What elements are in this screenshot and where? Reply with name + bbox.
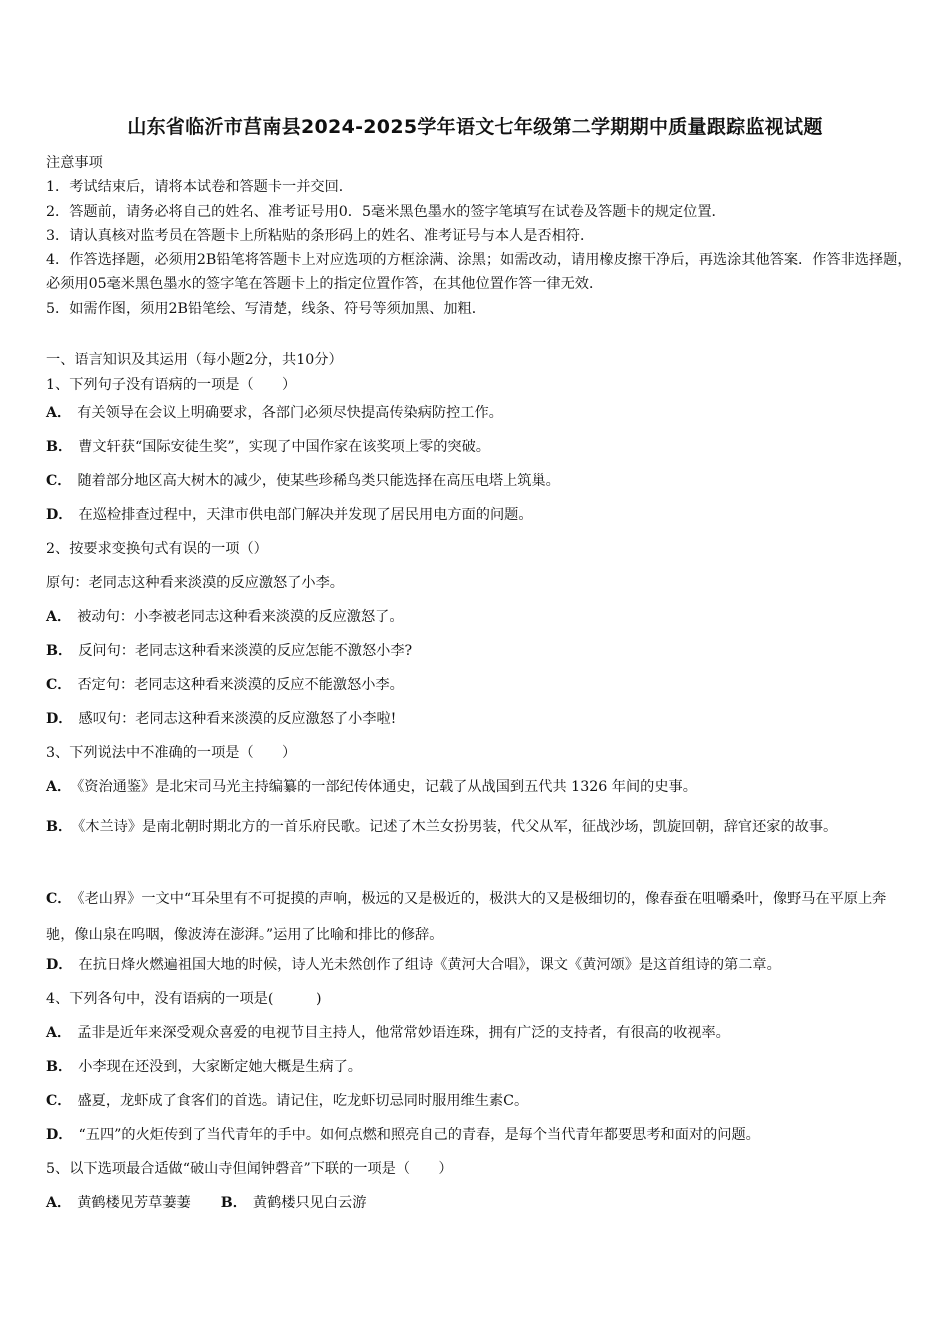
option-item — [46, 953, 912, 987]
option-text: 有关领导在会议上明确要求，各部门必须尽快提高传染病防控工作。 — [77, 405, 503, 421]
option-text: 盛夏，龙虾成了食客们的首选。请记住，吃龙虾切忌同时服用维生素C。 — [77, 1093, 529, 1109]
option-label: A． — [46, 1195, 72, 1211]
option-item — [46, 1021, 912, 1055]
option-item — [46, 775, 912, 809]
notice-item: 4．作答选择题，必须用2B铅笔将答题卡上对应选项的方框涂满、涂黑；如需改动，请用橡皮擦干净后，再选涂其他答案．作答非选择题，必须用05毫米黑色墨水的签字笔在答题卡上的指定位置作答，在其他位置作答一律无效． — [46, 252, 912, 293]
option-label: D． — [46, 711, 73, 727]
question-stem: 5、以下选项最合适做“破山寺但闻钟磬音”下联的一项是（ ） — [46, 1161, 453, 1177]
option-label: B． — [46, 819, 73, 835]
option-text: 被动句：小李被老同志这种看来淡漠的反应激怒了。 — [77, 609, 404, 625]
option-text: 《资治通鉴》是北宋司马光主持编纂的一部纪传体通史，记载了从战国到五代共 1326 年间的史事。 — [77, 779, 697, 795]
option-label: C． — [46, 1093, 72, 1109]
notice-item: 3．请认真核对监考员在答题卡上所粘贴的条形码上的姓名、准考证号与本人是否相符． — [46, 227, 595, 244]
option-label: D． — [46, 507, 73, 523]
option-label: B． — [46, 439, 73, 455]
option-item — [46, 639, 912, 673]
question-stem: 4、下列各句中，没有语病的一项是( ) — [46, 991, 322, 1007]
notice-section — [46, 151, 912, 321]
notice-item: 2．答题前，请务必将自己的姓名、准考证号用0．5毫米黑色墨水的签字笔填写在试卷及答题卡的规定位置． — [46, 203, 726, 220]
option-text: 在抗日烽火燃遍祖国大地的时候，诗人光未然创作了组诗《黄河大合唱》，课文《黄河颂》是这首组诗的第二章。 — [78, 957, 781, 973]
option-text: 否定句：老同志这种看来淡漠的反应不能激怒小李。 — [77, 677, 404, 693]
option-text: 黄鹤楼见芳草萋萋 — [77, 1195, 191, 1211]
option-label: D． — [46, 957, 73, 973]
option-text: 《老山界》一文中“耳朵里有不可捉摸的声响，极远的又是极近的，极洪大的又是极细切的，像春蚕在咀嚼桑叶，像野马在平原上奔驰，像山泉在呜咽，像波涛在澎湃。”运用了比喻和排比的修辞。 — [46, 891, 887, 943]
option-item — [46, 503, 912, 537]
option-text: 反问句：老同志这种看来淡漠的反应怎能不激怒小李? — [78, 643, 413, 659]
option-text: 曹文轩获“国际安徒生奖”，实现了中国作家在该奖项上零的突破。 — [78, 439, 490, 455]
option-text: “五四”的火炬传到了当代青年的手中。如何点燃和照亮自己的青春，是每个当代青年都要思考和面对的问题。 — [78, 1127, 760, 1143]
original-sentence: 原句：老同志这种看来淡漠的反应激怒了小李。 — [46, 575, 344, 591]
option-item — [46, 1123, 912, 1157]
section-heading: 一、语言知识及其运用（每小题2分，共10分） — [46, 352, 343, 368]
option-label: C． — [46, 891, 72, 907]
option-item — [46, 1089, 912, 1123]
option-label: C． — [46, 677, 72, 693]
question-stem: 3、下列说法中不准确的一项是（ ） — [46, 745, 297, 761]
option-label: A． — [46, 405, 72, 421]
option-item — [46, 435, 912, 469]
option-item — [46, 605, 912, 639]
option-item — [46, 673, 912, 707]
option-item — [46, 809, 912, 881]
notice-item: 1．考试结束后，请将本试卷和答题卡一并交回． — [46, 179, 353, 196]
option-item — [46, 881, 912, 953]
question-stem: 2、按要求变换句式有误的一项（） — [46, 541, 268, 557]
option-text: 孟非是近年来深受观众喜爱的电视节目主持人，他常常妙语连珠，拥有广泛的支持者，有很高的收视率。 — [77, 1025, 730, 1041]
option-text: 小李现在还没到，大家断定她大概是生病了。 — [78, 1059, 362, 1075]
option-label: B． — [46, 643, 73, 659]
option-item — [46, 469, 912, 503]
option-label: A． — [46, 779, 72, 795]
option-text: 《木兰诗》是南北朝时期北方的一首乐府民歌。记述了木兰女扮男装，代父从军，征战沙场，凯旋回朝，辞官还家的故事。 — [78, 819, 838, 835]
option-label: D． — [46, 1127, 73, 1143]
option-label: A． — [46, 609, 72, 625]
notice-item: 5．如需作图，须用2B铅笔绘、写清楚，线条、符号等须加黑、加粗． — [46, 300, 486, 317]
question-content — [46, 348, 912, 1225]
option-text: 随着部分地区高大树木的减少，使某些珍稀鸟类只能选择在高压电塔上筑巢。 — [77, 473, 560, 489]
option-label: B． — [220, 1195, 247, 1211]
page-title: 山东省临沂市莒南县2024-2025学年语文七年级第二学期期中质量跟踪监视试题 — [127, 116, 823, 138]
option-text: 在巡检排查过程中，天津市供电部门解决并发现了居民用电方面的问题。 — [78, 507, 533, 523]
option-label: B． — [46, 1059, 73, 1075]
option-label: A． — [46, 1025, 72, 1041]
option-item — [46, 1055, 912, 1089]
option-item — [46, 707, 912, 741]
option-row — [46, 1191, 912, 1225]
question-stem: 1、下列句子没有语病的一项是（ ） — [46, 377, 297, 393]
option-label: C． — [46, 473, 72, 489]
option-text: 感叹句：老同志这种看来淡漠的反应激怒了小李啦! — [78, 711, 397, 727]
option-text: 黄鹤楼只见白云游 — [252, 1195, 367, 1211]
option-item — [46, 401, 912, 435]
notice-heading: 注意事项 — [46, 155, 103, 171]
